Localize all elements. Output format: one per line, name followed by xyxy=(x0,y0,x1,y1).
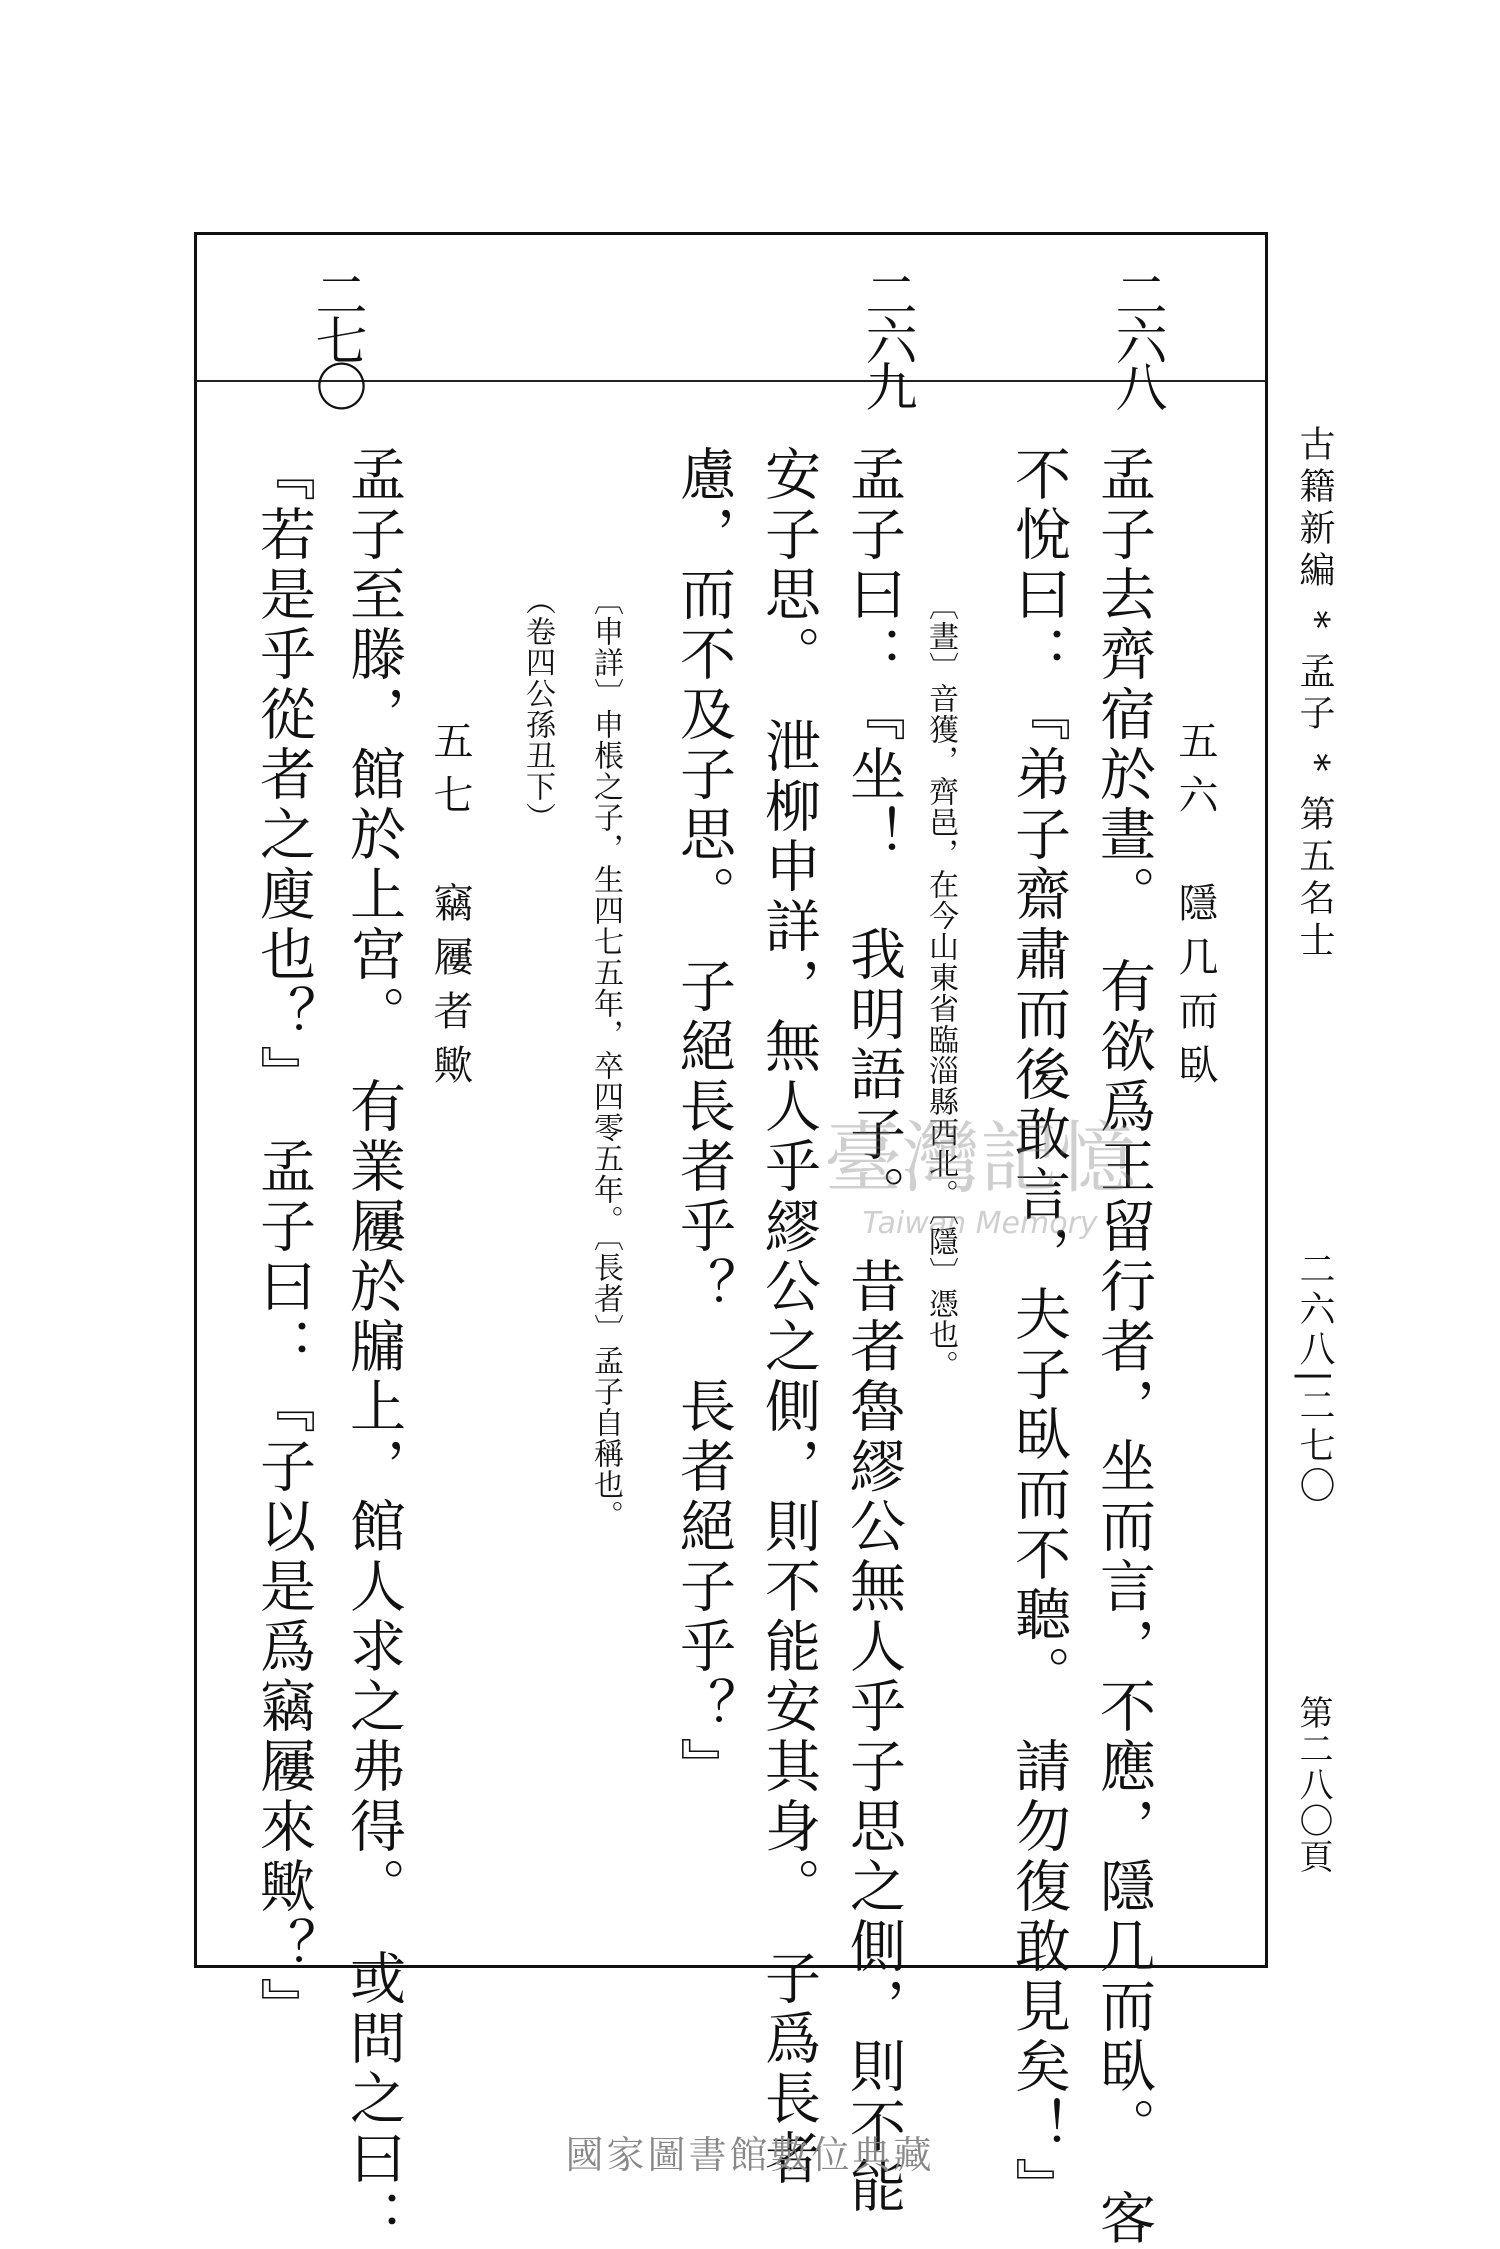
text-line: 安子思。 泄柳申詳，無人乎繆公之側，則不能安其身。 子爲長者 xyxy=(756,445,821,2189)
text-line: 慮，而不及子思。 子絕長者乎？ 長者絕子乎？』 xyxy=(671,445,736,1797)
text-line: 『若是乎從者之廋也？』 孟子曰：『子以是爲竊屨來歟？』 xyxy=(251,445,316,2037)
text-line: 孟子曰：『坐！ 我明語子。 昔者魯繆公無人乎子思之側，則不能 xyxy=(841,445,906,2217)
section-title-57: 五七 竊屨者歟 xyxy=(427,720,473,1098)
svg-text:Taiwan Memory: Taiwan Memory xyxy=(862,1206,1098,1241)
svg-text:臺灣記憶: 臺灣記憶 xyxy=(823,1114,1137,1204)
text-line: 孟子去齊宿於晝。 有欲爲王留行者，坐而言，不應，隱几而臥。 客 xyxy=(1091,445,1156,2249)
text-line: 孟子至滕，館於上宮。 有業屨於牖上，館人求之弗得。 或問之曰： xyxy=(341,445,406,2249)
section-number-269: 二六九 xyxy=(856,268,916,406)
text-line: 不悅曰：『弟子齋肅而後敢言，夫子臥而不聽。 請勿復敢見矣！』 xyxy=(1006,445,1071,2217)
section-number-270: 二七〇 xyxy=(306,268,366,406)
running-head: 古籍新編 * 孟子 * 第五名士 xyxy=(1294,425,1335,963)
page-number: 第二八〇頁 xyxy=(1293,1695,1333,1875)
taiwan-memory-watermark xyxy=(760,1105,1200,1255)
section-number-268: 二六八 xyxy=(1106,268,1166,406)
annotation-note: 〔申詳〕申棖之子，生四七五年，卒四零五年。〔長者〕孟子自稱也。 xyxy=(588,585,623,1531)
annotation-note: 〔晝〕音獲，齊邑，在今山東省臨淄縣西北。〔隱〕憑也。 xyxy=(923,590,958,1381)
page-range: 二六八|二七〇 xyxy=(1294,1250,1335,1507)
annotation-note: （卷四公孫丑下） xyxy=(520,585,555,833)
section-title-56: 五六 隱几而臥 xyxy=(1172,720,1218,1098)
footer-caption: 國家圖書館數位典藏 xyxy=(565,2133,935,2177)
